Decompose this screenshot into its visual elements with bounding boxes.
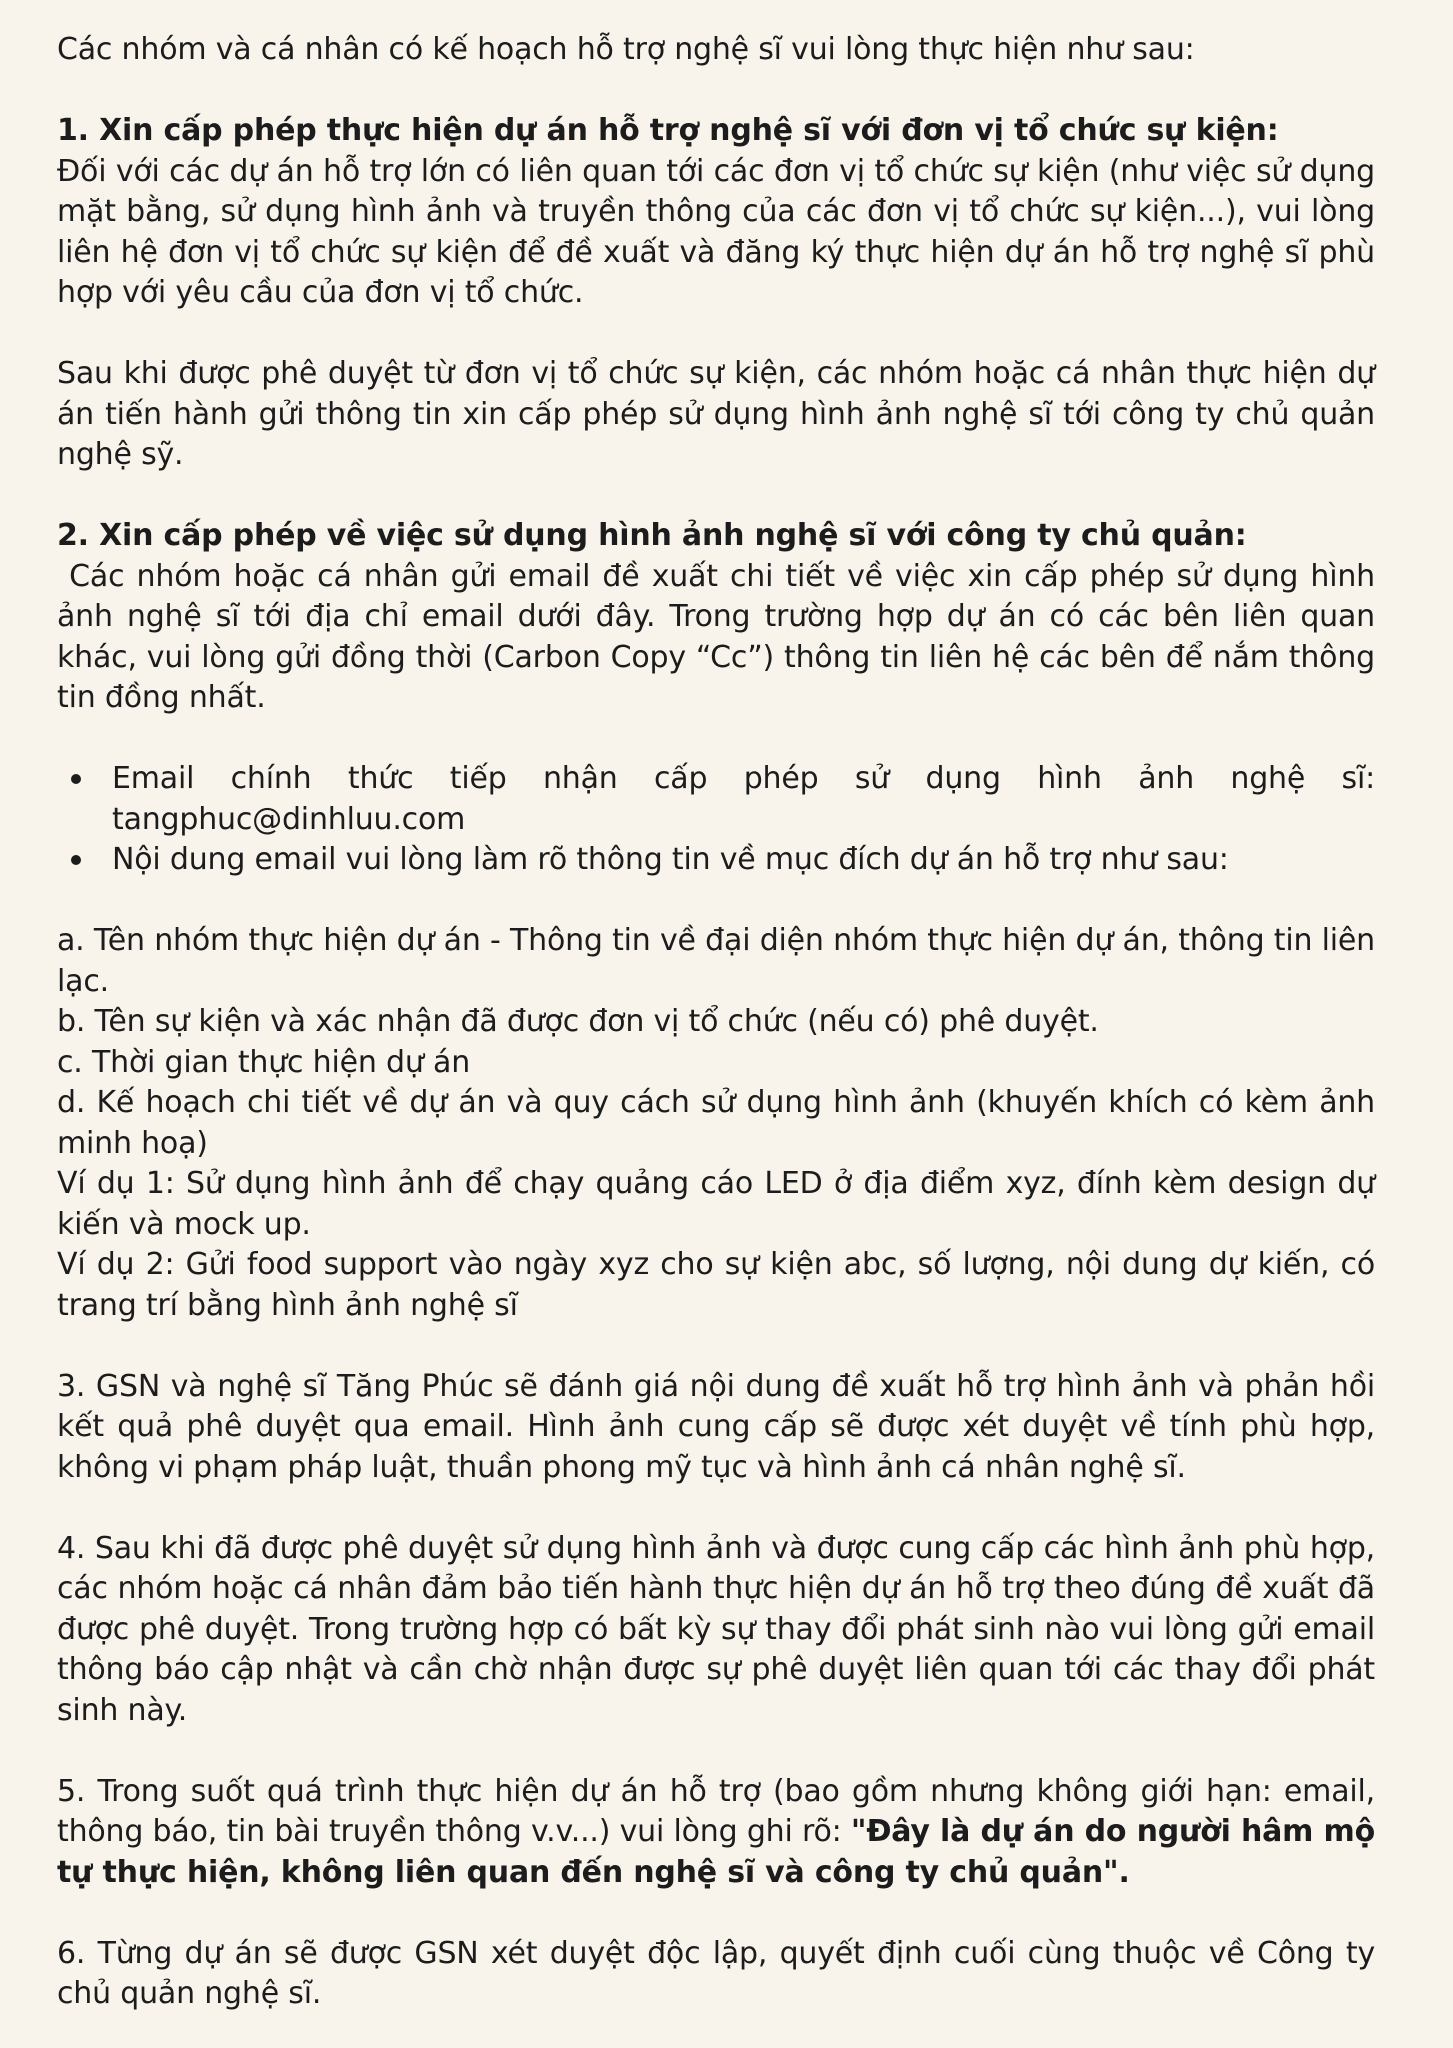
bullet-text-content: Nội dung email vui lòng làm rõ thông tin về mục đích dự án hỗ trợ như sau: (112, 842, 1229, 877)
step-5-paragraph (57, 1772, 1375, 1894)
bullet-item (57, 840, 1375, 881)
list-item-d: d. Kế hoạch chi tiết về dự án và quy cách sử dụng hình ảnh (khuyến khích có kèm ảnh minh hoạ) (57, 1085, 1375, 1161)
step-4-paragraph: 4. Sau khi đã được phê duyệt sử dụng hình ảnh và được cung cấp các hình ảnh phù hợp, các nhóm hoặc cá nhân đảm bảo tiến hành thực hiện dự án hỗ trợ theo đúng đề xuất đã được phê duyệt. Trong trường hợp có bất kỳ sự thay đổi phát sinh nào vui lòng gửi email thông báo cập nhật và cần chờ nhận được sự phê duyệt liên quan tới các thay đổi phát sinh này. (57, 1530, 1375, 1728)
email-bullet-list (57, 759, 1375, 881)
section-2-heading: 2. Xin cấp phép về việc sử dụng hình ảnh nghệ sĩ với công ty chủ quản: (57, 518, 1247, 553)
section-1-paragraph-1: Đối với các dự án hỗ trợ lớn có liên quan tới các đơn vị tổ chức sự kiện (như việc sử dụng mặt bằng, sử dụng hình ảnh và truyền thông của các đơn vị tổ chức sự kiện...), vui lòng liên hệ đơn vị tổ chức sự kiện để đề xuất và đăng ký thực hiện dự án hỗ trợ nghệ sĩ phù hợp với yêu cầu của đơn vị tổ chức. (57, 153, 1375, 310)
bullet-item (57, 759, 1375, 840)
example-2: Ví dụ 2: Gửi food support vào ngày xyz cho sự kiện abc, số lượng, nội dung dự kiến, có trang trí bằng hình ảnh nghệ sĩ (57, 1247, 1375, 1323)
step-3-paragraph: 3. GSN và nghệ sĩ Tăng Phúc sẽ đánh giá nội dung đề xuất hỗ trợ hình ảnh và phản hồi kết quả phê duyệt qua email. Hình ảnh cung cấp sẽ được xét duyệt về tính phù hợp, không vi phạm pháp luật, thuần phong mỹ tục và hình ảnh cá nhân nghệ sĩ. (57, 1368, 1375, 1485)
step-6-paragraph: 6. Từng dự án sẽ được GSN xét duyệt độc lập, quyết định cuối cùng thuộc về Công ty chủ quản nghệ sĩ. (57, 1935, 1375, 2011)
bullet-dot-icon (71, 855, 81, 865)
intro-text: Các nhóm và cá nhân có kế hoạch hỗ trợ nghệ sĩ vui lòng thực hiện như sau: (57, 32, 1195, 67)
list-item-a: a. Tên nhóm thực hiện dự án - Thông tin về đại diện nhóm thực hiện dự án, thông tin liên lạc. (57, 923, 1375, 999)
list-item-c: c. Thời gian thực hiện dự án (57, 1044, 471, 1080)
bullet-text-email: Email chính thức tiếp nhận cấp phép sử dụng hình ảnh nghệ sĩ: tangphuc@dinhluu.com (112, 761, 1375, 837)
section-2-paragraph-1: Các nhóm hoặc cá nhân gửi email đề xuất chi tiết về việc xin cấp phép sử dụng hình ảnh nghệ sĩ tới địa chỉ email dưới đây. Trong trường hợp dự án có các bên liên quan khác, vui lòng gửi đồng thời (Carbon Copy “Cc”) thông tin liên hệ các bên để nắm thông tin đồng nhất. (57, 558, 1385, 715)
bullet-dot-icon (71, 774, 81, 784)
step-5-bold-notice: "Đây là dự án do người hâm mộ tự thực hiện, không liên quan đến nghệ sĩ và công ty chủ quản". (57, 1814, 1375, 1890)
step-5-text: 5. Trong suốt quá trình thực hiện dự án hỗ trợ (bao gồm nhưng không giới hạn: email, thông báo, tin bài truyền thông v.v...) vui lòng ghi rõ: (57, 1773, 1375, 1849)
example-1: Ví dụ 1: Sử dụng hình ảnh để chạy quảng cáo LED ở địa điểm xyz, đính kèm design dự kiến và mock up. (57, 1166, 1375, 1242)
section-1-heading: 1. Xin cấp phép thực hiện dự án hỗ trợ nghệ sĩ với đơn vị tổ chức sự kiện: (57, 113, 1279, 148)
section-1-paragraph-2: Sau khi được phê duyệt từ đơn vị tổ chức sự kiện, các nhóm hoặc cá nhân thực hiện dự án tiến hành gửi thông tin xin cấp phép sử dụng hình ảnh nghệ sĩ tới công ty chủ quản nghệ sỹ. (57, 356, 1375, 472)
list-item-b: b. Tên sự kiện và xác nhận đã được đơn vị tổ chức (nếu có) phê duyệt. (57, 1004, 1099, 1039)
